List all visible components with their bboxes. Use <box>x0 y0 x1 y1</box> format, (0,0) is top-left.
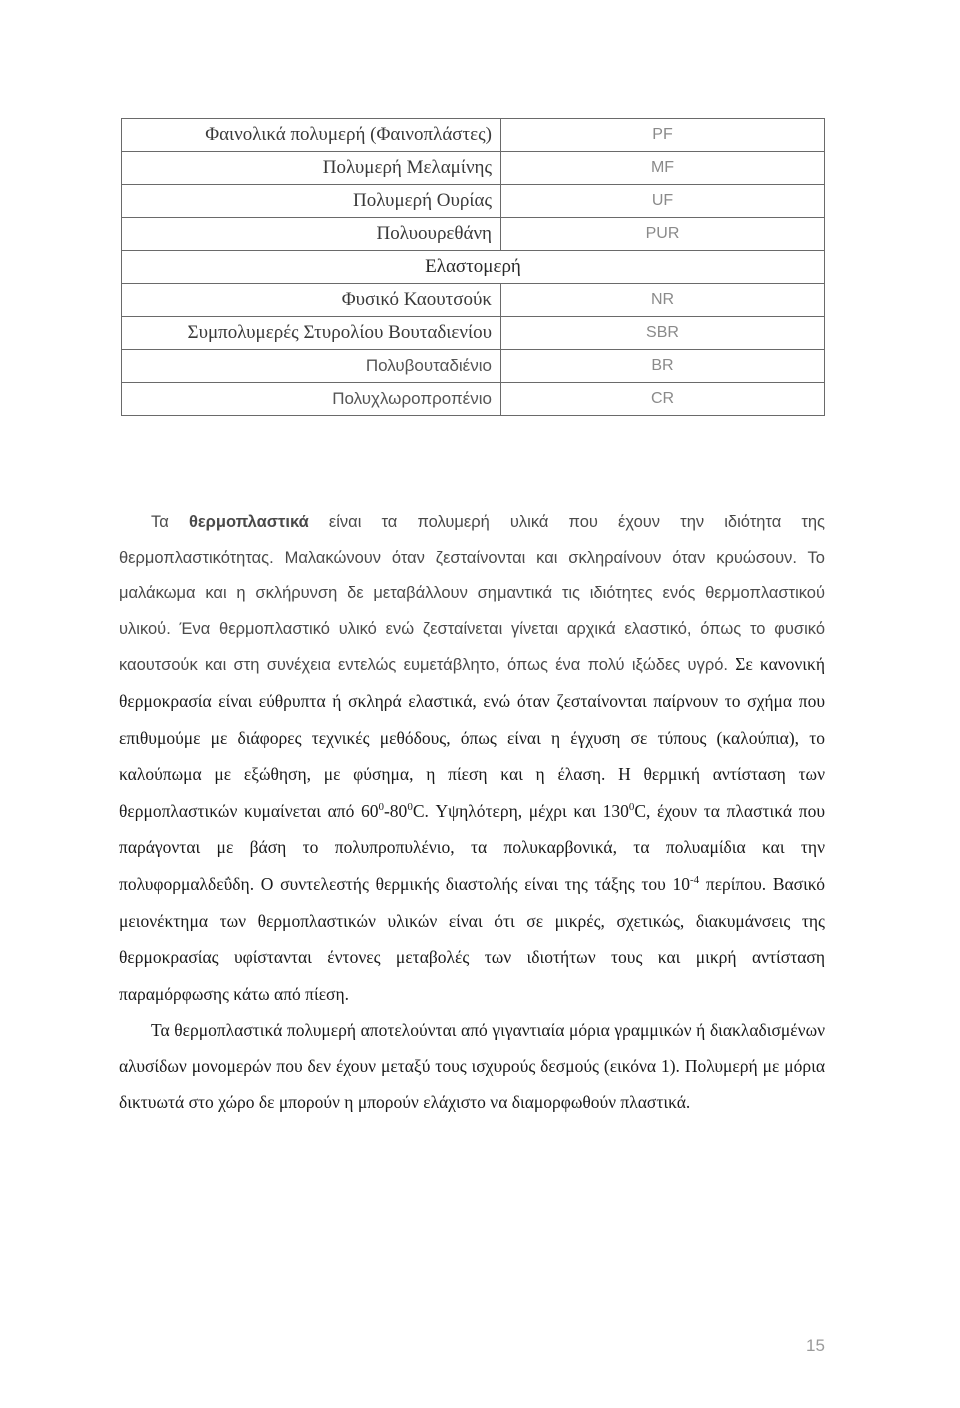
polymer-name: Πολυμερή Μελαμίνης <box>122 152 501 185</box>
paragraph-text: Τα <box>151 513 189 531</box>
bold-term: θερμοπλαστικά <box>188 513 309 531</box>
polymer-abbreviation: BR <box>501 350 825 383</box>
paragraph-text: Σε κανονική θερμοκρασία είναι εύθρυπτα ή σκληρά ελαστικά, ενώ όταν ζεσταίνονται παίρνουν το σχήμα που επιθυμούμε με διάφορες τεχνικές μεθόδους, όπως είναι η έγχυση σε τύπους (καλούπια), το καλούπωμα με εξώθηση, με φύσημα, η πίεση και η έλαση. Η θερμική αντίσταση των θερμοπλαστικών κυμαίνεται από 60 <box>119 654 825 821</box>
paragraph-text: C, έχουν τα πλαστικά που παράγονται με βάση το πολυπροπυλένιο, τα πολυκαρβονικά, τα πολυαμίδια και την πολυφορμαλδεΰδη. Ο συντελεστής θερμικής διαστολής είναι της τάξης του 10 <box>119 800 825 894</box>
polymer-abbreviation: MF <box>501 152 825 185</box>
polymer-name: Συμπολυμερές Στυρολίου Βουταδιενίου <box>122 317 501 350</box>
superscript: 0 <box>628 800 635 813</box>
polymer-name: Φαινολικά πολυμερή (Φαινοπλάστες) <box>122 119 501 152</box>
polymer-abbreviation: PUR <box>501 218 825 251</box>
superscript: 0 <box>378 800 384 813</box>
table-row <box>122 350 825 383</box>
polymer-abbreviation: SBR <box>501 317 825 350</box>
table-row <box>122 119 825 152</box>
table-section-row <box>122 251 825 284</box>
paragraph <box>119 1013 825 1120</box>
table-row <box>122 152 825 185</box>
polymer-name: Πολυχλωροπροπένιο <box>122 383 501 416</box>
polymer-name: Πολυμερή Ουρίας <box>122 185 501 218</box>
body-text <box>119 505 825 1120</box>
table-row <box>122 383 825 416</box>
table-row <box>122 284 825 317</box>
polymer-name: Φυσικό Καουτσούκ <box>122 284 501 317</box>
table-row <box>122 317 825 350</box>
polymer-abbreviation: PF <box>501 119 825 152</box>
paragraph-text <box>119 654 825 1003</box>
paragraph-text: Τα θερμοπλαστικά πολυμερή αποτελούνται από γιγαντιαία μόρια γραμμικών ή διακλαδισμένων αλυσίδων μονομερών που δεν έχουν μεταξύ τους ισχυρούς δεσμούς (εικόνα 1). Πολυμερή με μόρια δικτυωτά στο χώρο δε μπορούν η μπορούν ελάχιστο να διαμορφωθούν πλαστικά. <box>119 1020 825 1112</box>
polymer-name: Πολυβουταδιένιο <box>122 350 501 383</box>
paragraph <box>119 505 825 1013</box>
polymer-abbreviation: UF <box>501 185 825 218</box>
paragraph-text: είναι τα πολυμερή υλικά που έχουν την ιδιότητα της θερμοπλαστικότητας. Μαλακώνουν όταν ζεσταίνονται και σκληραίνουν όταν κρυώσουν. Το μαλάκωμα και η σκλήρυνση δε μεταβάλλουν σημαντικά τις ιδιότητες ενός θερμοπλαστικού υλικού. Ένα θερμοπλαστικό υλικό ενώ ζεσταίνεται γίνεται αρχικά ελαστικό, όπως το φυσικό καουτσούκ και στη συνέχεια εντελώς ευμετάβλητο, όπως ένα πολύ ιξώδες υγρό. <box>119 513 826 675</box>
table-section-title: Ελαστομερή <box>122 251 825 284</box>
polymer-name: Πολυουρεθάνη <box>122 218 501 251</box>
table-row <box>122 218 825 251</box>
polymer-abbreviation: CR <box>501 383 825 416</box>
table-row <box>122 185 825 218</box>
paragraph-text: C. Υψηλότερη, μέχρι και 130 <box>412 800 629 821</box>
paragraph-text: περίπου. Βασικό μειονέκτημα των θερμοπλαστικών υλικών είναι ότι σε μικρές, σχετικώς, διακυμάνσεις της θερμοκρασίας υφίστανται έντονες μεταβολές των ιδιοτήτων τους και μικρή αντίσταση παραμόρφωσης κάτω από πίεση. <box>119 873 825 1004</box>
polymer-abbreviation: NR <box>501 284 825 317</box>
superscript: 0 <box>407 800 413 813</box>
paragraph-text: -80 <box>383 800 408 821</box>
superscript: -4 <box>690 874 700 887</box>
page-number: 15 <box>806 1336 825 1355</box>
polymer-table <box>121 118 825 416</box>
